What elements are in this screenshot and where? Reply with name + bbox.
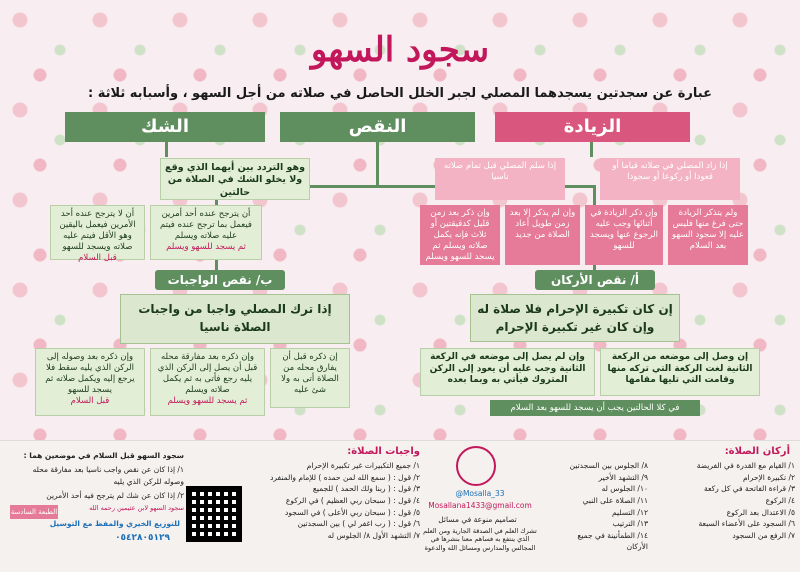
zyada-branch-1-text: ولم يتذكر الزيادة حتى فرغ منها فليس عليه إلا سجود السهو	[672, 208, 744, 241]
list-item: ٧/ الرفع من السجود	[732, 530, 795, 540]
list-item: ٥/ قول : ( سبحان ربي الأعلى ) في السجود	[285, 507, 420, 517]
wajibat-list	[245, 460, 420, 568]
shak-branch-1-text: أن يترجح عنده أحد أمرين فيعمل بما ترجح عنده فيتم عليه صلاته ويسلم	[160, 209, 252, 242]
zyada-branch-2: وإن ذكر الزيادة في أثنائها وجب عليه الرجوع عنها ويسجد للسهو	[585, 205, 663, 265]
header-naqs: النقص	[280, 112, 475, 142]
list-item: ٩/ التشهد الأخير	[598, 472, 648, 482]
edition-badge: الطبعة السادسة	[10, 505, 58, 519]
wajibat-main: إذا ترك المصلي واجبا من واجبات الصلاة ناسيا	[120, 294, 350, 344]
wajibat-branch-3-text: وإن ذكره بعد وصوله إلى الركن الذي يليه سقط فلا يرجع إليه ويكمل صلاته ثم يسجد للسهو	[45, 352, 135, 396]
logo-icon	[456, 446, 496, 486]
arkan-bar: أ/ نقص الأركان	[535, 270, 655, 290]
arkan-branch-2: وإن لم يصل إلى موضعه في الركعة الثانية وجب عليه أن يعود إلى الركن المتروك فيأتي به وبما بعده	[420, 348, 595, 396]
list-item: ١/ القيام مع القدرة في الفريضة	[696, 461, 795, 470]
wajibat-branch-2	[150, 348, 265, 416]
list-item: ١٠/ الجلوس له	[601, 484, 648, 494]
arkan-list-col1	[650, 460, 795, 568]
wajibat-bar: ب/ نقص الواجبات	[155, 270, 285, 290]
zyada-branch-1-note: بعد السلام	[689, 241, 727, 252]
list-item: ١٣/ الترتيب	[612, 519, 648, 529]
arkan-list-title: أركان الصلاة:	[724, 446, 790, 457]
shak-branch-2	[50, 205, 145, 264]
list-item: ٣/ قراءة الفاتحة في كل ركعة	[703, 484, 795, 494]
wajibat-branch-1: إن ذكره قبل أن يفارق محله من الصلاة أتى به ولا شئ عليه	[270, 348, 350, 408]
list-item: ٣/ قول : ( ربنا ولك الحمد ) للجميع	[312, 484, 420, 494]
logo-caption: تصاميم منوعة في مسائل	[438, 515, 517, 524]
qabl-title: سجود السهو قبل السلام في موضعين هما :	[23, 451, 184, 460]
list-item: ١٢/ التسليم	[611, 507, 648, 517]
shak-top: وهو التردد بين أيهما الذي وقع ولا يخلو الشك في الصلاة من حالتين	[160, 158, 310, 200]
source-note: سجود السهو لابن عثيمين رحمه الله	[89, 504, 184, 512]
zyada-branch-3: وإن لم يذكر إلا بعد زمن طويل أعاد الصلاة من جديد	[505, 205, 580, 265]
arkan-main: إن كان تكبيرة الإحرام فلا صلاة له وإن كان غير تكبيرة الإحرام	[470, 294, 680, 342]
footer-note: تشرك العلم في الصدقة الجارية ومن العلم الذي ينتفع به فساهم معنا بنشرها في المجالس والمدارس ومسائل الله والدعوة	[423, 527, 537, 552]
zyada-top-left: إذا سلم المصلي قبل تمام صلاته ناسيا	[435, 158, 565, 200]
list-item: ٥/ الاعتدال بعد الركوع	[726, 507, 795, 517]
shak-branch-1-note: ثم يسجد للسهو ويسلم	[166, 242, 246, 253]
list-item: ٤/ الركوع	[765, 495, 795, 505]
wajibat-list-title: واجبات الصلاة:	[347, 446, 420, 457]
qr-code-icon[interactable]	[186, 486, 242, 542]
arkan-list-col2	[560, 460, 648, 568]
connector-line	[376, 142, 379, 187]
list-item: ١/ جميع التكبيرات غير تكبيرة الإحرام	[306, 461, 420, 470]
distribution-note: للتوزيع الخيري والمفظ مع التوسيل	[49, 519, 180, 528]
arkan-note: في كلا الحالتين يجب أن يسجد للسهو بعد السلام	[490, 400, 700, 416]
header-shak: الشك	[65, 112, 265, 142]
list-item: ٨/ الجلوس بين السجدتين	[569, 461, 648, 470]
list-item: ٢/ قول : ( سمع الله لمن حمده ) للإمام والمنفرد	[270, 472, 420, 482]
connector-line	[590, 142, 593, 157]
list-item: ٦/ السجود على الأعضاء السبعة	[698, 519, 795, 529]
phone-number[interactable]: ٠٥٤٢٨٠٥١٢٩	[115, 533, 170, 543]
list-item: ٤/ قول : ( سبحان ربي العظيم ) في الركوع	[285, 495, 420, 505]
list-item: ١٤/ الطمأنينة في جميع الأركان	[577, 530, 648, 552]
email-link[interactable]: Mosallana1433@gmail.com	[428, 501, 532, 510]
subtitle: عبارة عن سجدتين يسجدهما المصلي لجبر الخلل الحاصل في صلاته من أجل السهو ، وأسبابه ثلاثة :	[88, 86, 712, 101]
arkan-branch-1: إن وصل إلى موضعه من الركعة الثانية لغت الركعة التي تركه منها وقامت التي تليها مقامها	[600, 348, 760, 396]
shak-branch-2-text: أن لا يترجح عنده أحد الأمرين فيعمل باليقين وهو الأقل فيتم عليه صلاته ويسجد للسهو	[59, 209, 136, 253]
wajibat-branch-2-text: وإن ذكره بعد مفارقة محله قبل أن يصل إلى الركن الذي يليه رجع فأتى به ثم يكمل صلاته ويسلم	[157, 352, 258, 396]
wajibat-branch-2-note: ثم يسجد للسهو ويسلم	[167, 396, 248, 407]
header-zyada: الزيادة	[495, 112, 690, 142]
qabl-item-1: ١/ إذا كان عن نقص واجب ناسيا بعد مفارقة محله وصوله للركن الذي يليه	[32, 465, 184, 486]
zyada-top-right: إذا زاد المصلي في صلاته قياما أو قعودا أو ركوعا أو سجودا	[600, 158, 740, 200]
list-item: ١١/ الصلاة على النبي	[582, 495, 648, 505]
list-item: ٦/ قول : ( رب اغفر لي ) بين السجدتين	[297, 519, 420, 529]
zyada-branch-1	[668, 205, 748, 265]
zyada-branch-4: وإن ذكر بعد زمن قليل كدقيقتين أو ثلاث فإنه يكمل صلاته ويسلم ثم يسجد للسهو ويسلم	[420, 205, 500, 265]
twitter-handle[interactable]: @Mosalla_33	[455, 489, 505, 498]
wajibat-branch-3	[35, 348, 145, 416]
connector-line	[165, 142, 168, 157]
shak-branch-2-note: قبل السلام	[78, 253, 117, 264]
shak-branch-1	[150, 205, 262, 260]
list-item: ٢/ تكبيرة الإحرام	[742, 472, 795, 482]
wajibat-branch-3-note: قبل السلام	[70, 396, 110, 407]
page-title: سجود السهو	[310, 30, 490, 70]
list-item: ٧/ التشهد الأول ٨/ الجلوس له	[327, 530, 420, 540]
qabl-item-2: ٢/ إذا كان عن شك لم يترجح فيه أحد الأمرين	[46, 491, 184, 500]
